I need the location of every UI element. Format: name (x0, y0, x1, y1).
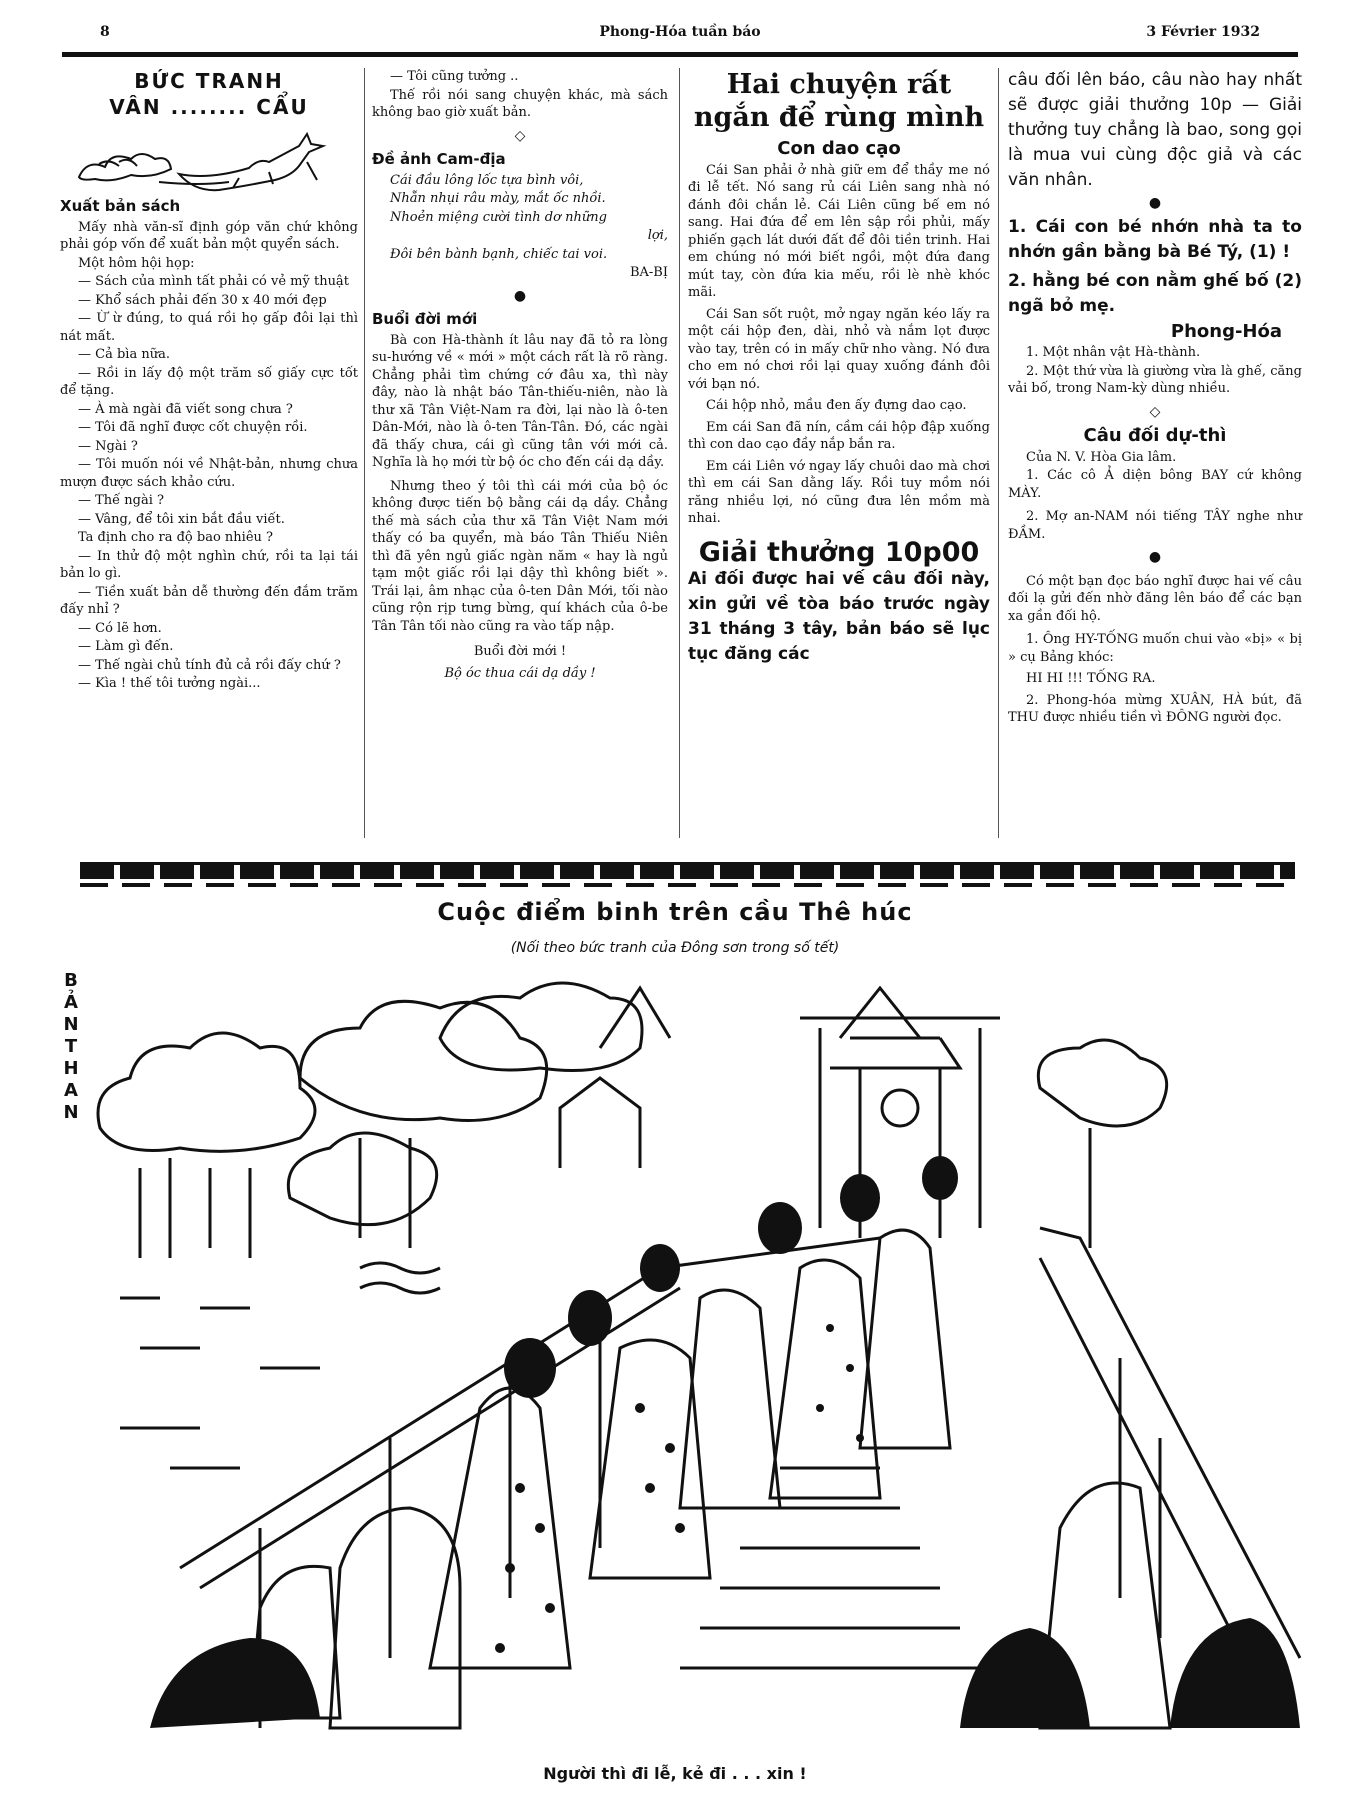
column-2 (372, 68, 668, 683)
paragraph: — Cả bìa nữa. (78, 347, 170, 362)
paragraph: — Tiền xuất bản dễ thường đến đắm trăm đấy nhỉ ? (60, 584, 358, 617)
paragraph: Ta định cho ra độ bao nhiêu ? (78, 530, 273, 545)
prize-title: Giải thưởng 10p00 (698, 536, 980, 568)
column-divider (679, 68, 680, 838)
column-divider (364, 68, 365, 838)
paragraph: — Tôi đã nghĩ được cốt chuyện rồi. (78, 420, 308, 435)
paragraph: — Có lẽ hơn. (78, 620, 162, 636)
entry: 2. Mợ an-NAM nói tiếng TÂY nghe như ĐẦM. (1008, 509, 1302, 542)
paragraph: — Ngài ? (78, 438, 138, 454)
entry: 2. Phong-hóa mừng XUÂN, HÀ bút, đã THU được nhiều tiền vì ĐÔNG người đọc. (1008, 692, 1302, 725)
paragraph: — Thế ngài chủ tính đủ cả rồi đấy chứ ? (78, 657, 341, 673)
section-title: Buổi đời mới (372, 310, 478, 328)
feature-title-line1: BỨC TRANH (134, 69, 284, 93)
column-divider (998, 68, 999, 838)
prize-text-continued: câu đối lên báo, câu nào hay nhất sẽ được giải thưởng 10p — Giải thưởng tuy chẳng là bao, song gọi là mua vui cùng độc giả và các văn nhân. (1008, 70, 1302, 190)
couplet-line: 2. hằng bé con nằm ghế bố (2) ngã bỏ mẹ. (1008, 270, 1302, 316)
paragraph: Có một bạn đọc báo nghĩ được hai vế câu đối lạ gửi đến nhờ đăng lên báo để các bạn xa gần đối hộ. (1008, 573, 1302, 624)
illustration-subtitle: (Nối theo bức tranh của Đông sơn trong số tết) (510, 940, 840, 956)
poem-line: lợi, (647, 228, 668, 243)
entry: 1. Các cô Ả diện bông BAY cứ không MÀY. (1008, 468, 1302, 501)
paragraph: — Khổ sách phải đến 30 x 40 mới đẹp (78, 292, 327, 308)
feature-title-line2: VÂN ........ CẨU (109, 95, 309, 119)
paragraph: Nhưng theo ý tôi thì cái mới của bộ óc không được tiến bộ bằng cái dạ dầy. Chẳng thế mà sách của thư xã Tân Việt Nam mới thấy có ba quyển, mà báo Tân Thiếu Niên thì đã yên ngủ giấc ngàn năm « hay là ngủ tạm một giấc rồi lại dậy thì không biết ». Trái lại, âm nhạc của ô-ten Dân Mới, tối nào cũng rộn rịp tưng bừng, quí khách của ô-be Tân Tân tối nào cũng ra vào tấp nập. (372, 478, 668, 634)
paragraph: — Vâng, để tôi xin bắt đầu viết. (78, 511, 285, 527)
dot-ornament-icon: ● (1148, 549, 1162, 565)
paragraph: Mấy nhà văn-sĩ định góp văn chứ không phải góp vốn để xuất bản một quyển sách. (60, 219, 358, 252)
author-line: Của N. V. Hòa Gia lâm. (1026, 449, 1177, 465)
paragraph: Bà con Hà-thành ít lâu nay đã tỏ ra lòng su-hướng về « mới » một cách rất là rõ ràng. Chẳng phải tìm chứng cớ đâu xa, thì này đây, nào là nhật báo Tân-thiếu-niên, nào là thư xã Tân Việt-Nam ra đời, lại nào là ô-ten Dân-Mới, nào là ô-ten Tân-Tân. Đó, các ngài đã thấy chưa, cái gì cũng tân với mới cả. Nghĩa là họ mới từ bộ óc cho đến cái dạ dầy. (372, 332, 668, 470)
paragraph: Em cái Liên vớ ngay lấy chuôi dao mà chơi thì em cái San dằng lấy. Rồi tuy mồm nói răng nhiều lợi, nó cũng đưa lên mồm mà nhai. (688, 458, 990, 526)
section-title: Câu đối dự-thì (1083, 425, 1227, 446)
paragraph: — Làm gì đến. (78, 639, 174, 654)
paragraph: — Rồi in lấy độ một trăm số giấy cực tốt để tặng. (60, 365, 358, 398)
poem-line: Cái đầu lông lốc tựa bình vôi, (390, 172, 584, 188)
paragraph: Cái San sốt ruột, mở ngay ngăn kéo lấy ra một cái hộp đen, dài, nhỏ và nắm lọt được vào tay, trên có in mấy chữ nho vàng. Nó đưa cho em nó chơi rồi lại quay xuống đánh đôi với bạn nó. (688, 306, 990, 392)
section-divider-band (80, 862, 1295, 879)
article-title: Hai chuyện rất ngắn để rùng mình (693, 69, 985, 133)
paragraph: — Ừ ừ đúng, to quá rồi họ gấp đôi lại thì nát mất. (60, 311, 358, 344)
signature-letter: H (63, 1058, 79, 1079)
signature-letter: A (64, 1080, 78, 1101)
page-header (60, 20, 1300, 50)
signature-letter: N (63, 1102, 79, 1123)
section-title: Đề ảnh Cam-địa (372, 150, 506, 168)
footnote: 2. Một thứ vừa là giường vừa là ghế, căng vải bố, trong Nam-kỳ dùng nhiều. (1008, 363, 1302, 396)
paragraph: — Tôi muốn nói về Nhật-bản, nhưng chưa mượn được sách khảo cứu. (60, 457, 358, 490)
poem-line: Đôi bên bành bạnh, chiếc tai voi. (390, 246, 608, 262)
poem-author: BA-BỊ (629, 265, 668, 280)
signature-letter: N (63, 1014, 79, 1035)
signature-letter: Ả (64, 992, 78, 1013)
dot-ornament-icon: ● (513, 287, 527, 304)
cloud-dog-drawing (69, 122, 349, 192)
header-rule (62, 52, 1298, 57)
paragraph: Cái San phải ở nhà giữ em để thầy me nó đi lễ tết. Nó sang rủ cái Liên sang nhà nó đánh đôi chắn lẻ. Cái Liên cũng bế em nó sang. Hai đứa để em lên sập rồi phủi, mấy phiến gạch lát dưới đất để đôi tiền trinh. Hai em chúng nó mới biết ngồi, một đứa đang mút tay, còn đứa kia mếu, rồi lè nhè khóc mãi. (688, 162, 990, 300)
couplet-line: 1. Cái con bé nhớn nhà ta to nhớn gần bằng bà Bé Tý, (1) ! (1008, 216, 1302, 262)
column-3 (688, 68, 990, 668)
signature: Phong-Hóa (1170, 320, 1282, 342)
illustration-title: Cuộc điểm binh trên cầu Thê húc (437, 898, 913, 926)
poem-line: Nhoẻn miệng cười tình dơ những (390, 209, 607, 225)
entry: HI HI !!! TỐNG RA. (1026, 671, 1156, 686)
issue-date: 3 Février 1932 (1146, 24, 1260, 40)
poem-line: Nhẵn nhụi râu mày, mắt ốc nhồi. (390, 191, 606, 206)
footnote: 1. Một nhân vật Hà-thành. (1026, 345, 1201, 360)
closing-line: Buổi đời mới ! (473, 644, 567, 659)
paragraph: — In thử độ một nghìn chứ, rồi ta lại tái bản lo gì. (60, 548, 358, 581)
paragraph: Một hôm hội họp: (78, 255, 195, 271)
diamond-ornament-icon: ◇ (514, 127, 526, 144)
diamond-ornament-icon: ◇ (1149, 403, 1161, 420)
prize-text: Ai đối được hai vế câu đối này, xin gửi về tòa báo trước ngày 31 tháng 3 tây, bản báo sẽ lục tục đăng các (688, 569, 990, 664)
dot-ornament-icon: ● (1148, 195, 1162, 211)
section-title: Xuất bản sách (60, 197, 181, 215)
paragraph: — À mà ngài đã viết song chưa ? (78, 401, 293, 417)
closing-line: Bộ óc thua cái dạ dầy ! (444, 665, 596, 681)
signature-letter: B (64, 970, 78, 991)
illustration-caption: Người thì đi lễ, kẻ đi . . . xin ! (543, 1764, 807, 1783)
column-4 (1008, 68, 1302, 728)
paragraph: — Sách của mình tất phải có vẻ mỹ thuật (78, 274, 349, 289)
column-1 (60, 68, 358, 694)
entry: 1. Ông HY-TỐNG muốn chui vào «bị» « bị » cụ Bảng khóc: (1008, 632, 1302, 665)
signature-letter: T (64, 1036, 78, 1057)
section-title: Con dao cạo (777, 138, 901, 159)
bridge-crowd-illustration (60, 968, 1310, 1764)
paragraph: Em cái San đã nín, cầm cái hộp đập xuống thì con dao cạo đầy nắp bắn ra. (688, 419, 990, 452)
paragraph: — Thế ngài ? (78, 493, 165, 508)
paragraph: Thế rồi nói sang chuyện khác, mà sách không bao giờ xuất bản. (372, 87, 668, 120)
paragraph: Cái hộp nhỏ, mầu đen ấy đựng dao cạo. (706, 398, 967, 413)
publication-name: Phong-Hóa tuần báo (599, 24, 761, 40)
paragraph: — Kìa ! thế tôi tưởng ngài... (78, 676, 261, 691)
paragraph: — Tôi cũng tưởng .. (390, 69, 519, 84)
page-number: 8 (100, 24, 110, 40)
